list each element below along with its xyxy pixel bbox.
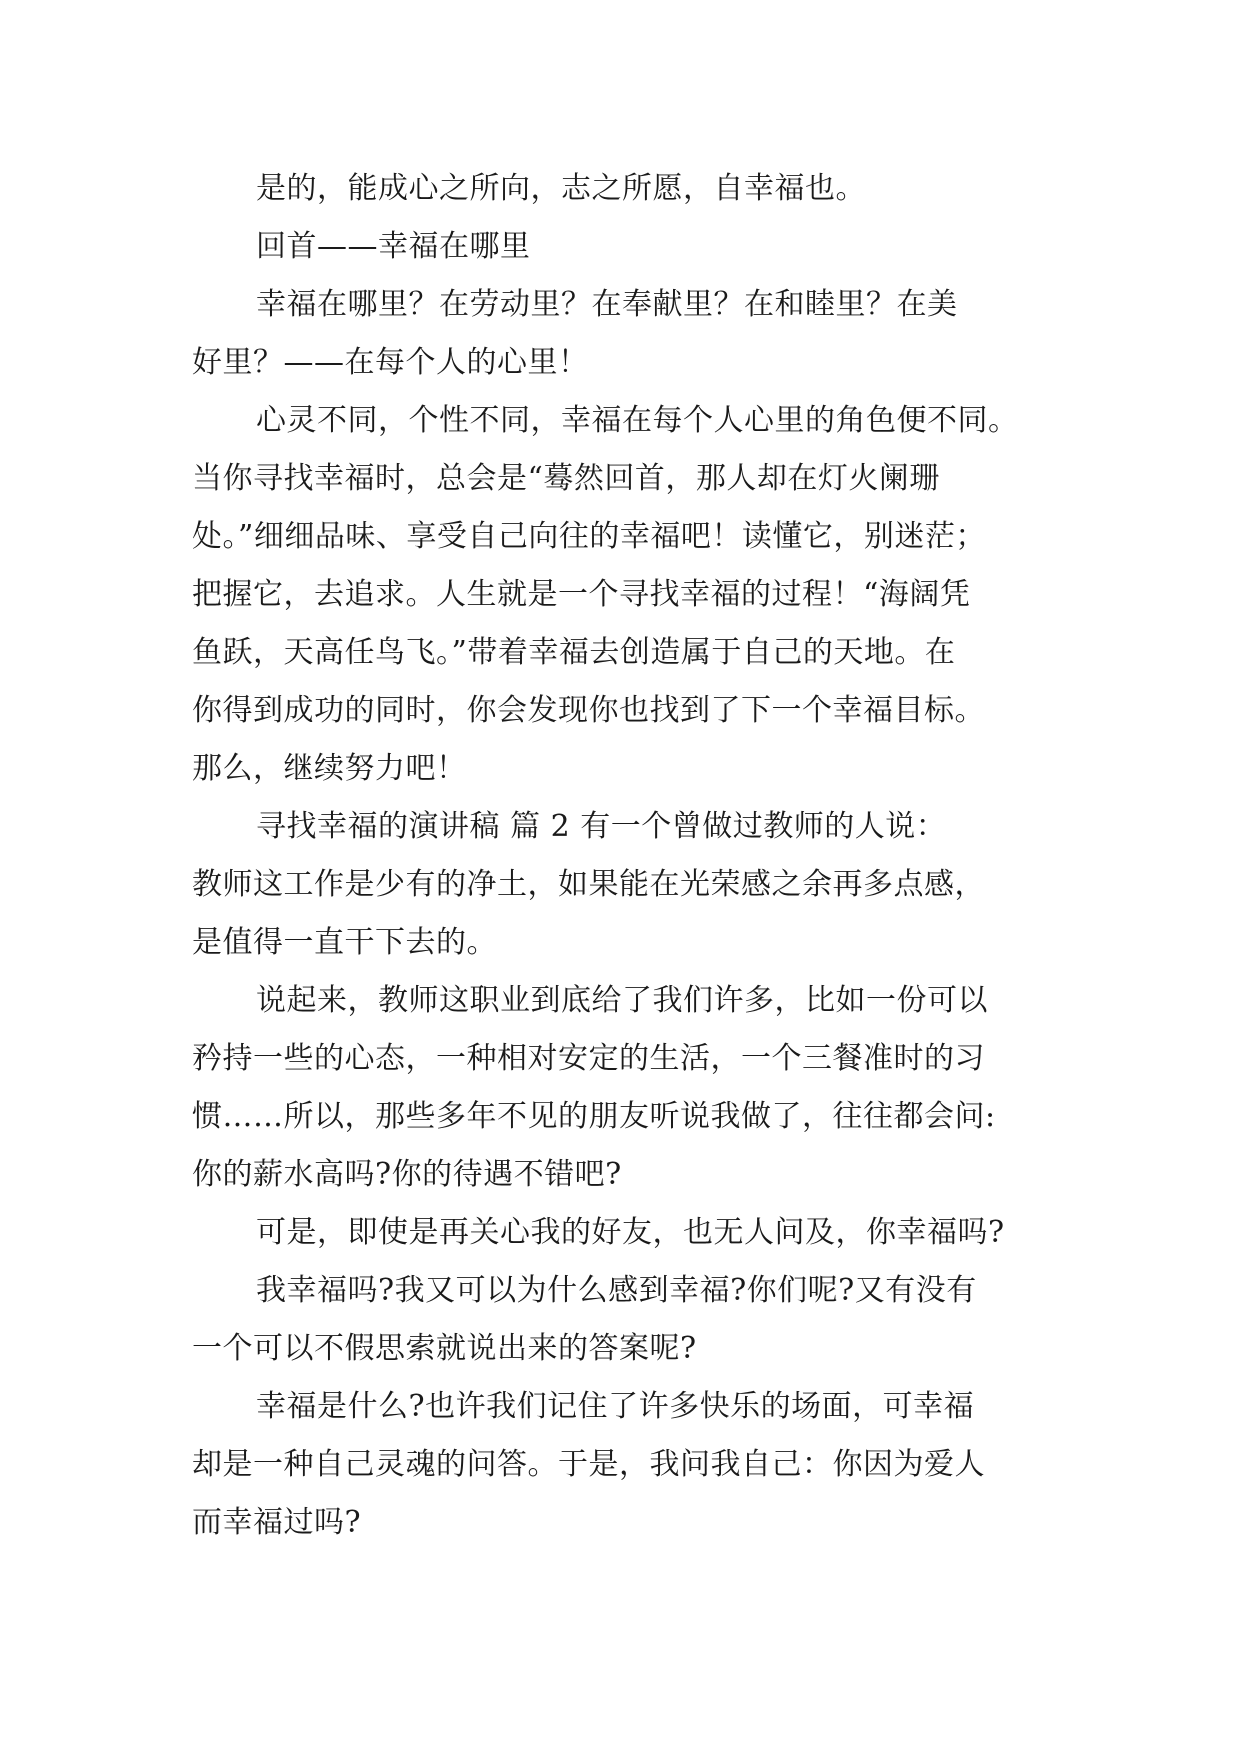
text-line: 是的，能成心之所向，志之所愿，自幸福也。 — [256, 171, 866, 206]
text-line: 一个可以不假思索就说出来的答案呢? — [192, 1331, 697, 1366]
text-line: 你得到成功的同时，你会发现你也找到了下一个幸福目标。 — [192, 693, 985, 728]
text-line: 鱼跃，天高任鸟飞。”带着幸福去创造属于自己的天地。在 — [192, 635, 956, 670]
text-line: 幸福在哪里？在劳动里？在奉献里？在和睦里？在美 — [256, 287, 958, 322]
text-line: 可是，即使是再关心我的好友，也无人问及，你幸福吗? — [256, 1215, 1005, 1250]
text-line: 那么，继续努力吧！ — [192, 751, 467, 786]
text-line: 幸福是什么?也许我们记住了许多快乐的场面，可幸福 — [256, 1389, 975, 1424]
text-line: 我幸福吗?我又可以为什么感到幸福?你们呢?又有没有 — [256, 1273, 977, 1308]
text-line: 惯……所以，那些多年不见的朋友听说我做了，往往都会问: — [192, 1099, 996, 1134]
text-line: 说起来，教师这职业到底给了我们许多，比如一份可以 — [256, 983, 988, 1018]
text-line: 心灵不同，个性不同，幸福在每个人心里的角色便不同。 — [256, 403, 1019, 438]
text-line: 把握它，去追求。人生就是一个寻找幸福的过程！“海阔凭 — [192, 577, 971, 612]
text-line: 教师这工作是少有的净土，如果能在光荣感之余再多点感， — [192, 867, 985, 902]
text-line: 你的薪水高吗?你的待遇不错吧? — [192, 1157, 622, 1192]
document-body — [192, 160, 1072, 1552]
text-line: 是值得一直干下去的。 — [192, 925, 497, 960]
text-line: 当你寻找幸福时，总会是“蓦然回首，那人却在灯火阑珊 — [192, 461, 940, 496]
text-line: 处。”细细品味、享受自己向往的幸福吧！读懂它，别迷茫； — [192, 519, 986, 554]
text-line: 却是一种自己灵魂的问答。于是，我问我自己：你因为爱人 — [192, 1447, 985, 1482]
text-line: 寻找幸福的演讲稿 篇 2 有一个曾做过教师的人说： — [256, 809, 947, 844]
text-line: 好里？——在每个人的心里！ — [192, 345, 589, 380]
document-page — [192, 160, 1072, 1552]
text-line: 而幸福过吗? — [192, 1505, 362, 1540]
text-line: 矜持一些的心态，一种相对安定的生活，一个三餐准时的习 — [192, 1041, 985, 1076]
text-line: 回首——幸福在哪里 — [256, 229, 531, 264]
